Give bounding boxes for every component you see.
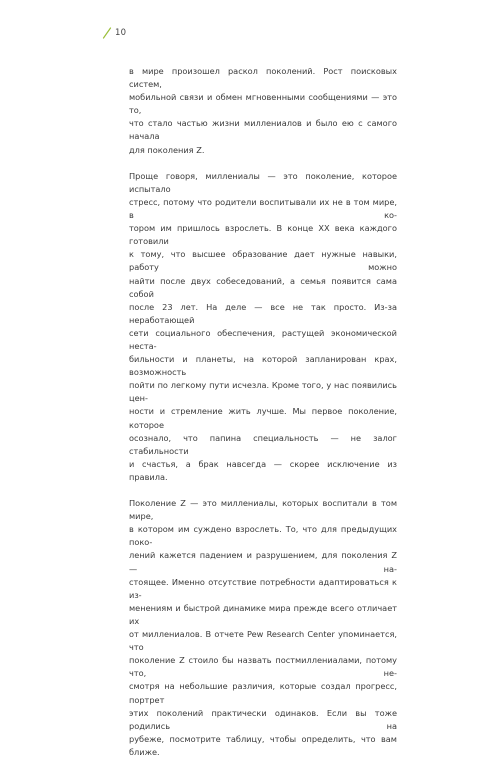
- text-line: сети социального обеспечения, растущей экономической неста-: [129, 327, 397, 351]
- text-line: пойти по легкому пути исчезла. Кроме того, у нас появились цен-: [129, 380, 397, 404]
- text-line: в котором им суждено взрослеть. То, что для предыдущих поко-: [129, 524, 397, 548]
- text-line: и счастья, а брак навсегда — скорее исключение из правила.: [129, 458, 397, 482]
- text-line: этих поколений практически одинаков. Если вы тоже родились на: [129, 707, 397, 731]
- text-line: поколение Z стоило бы назвать постмиллениалами, потому что, не-: [129, 655, 397, 679]
- slash-accent-icon: [102, 27, 112, 39]
- text-line: что стало частью жизни миллениалов и было ею с самого начала: [129, 118, 397, 142]
- text-line: тором им пришлось взрослеть. В конце XX века каждого готовили: [129, 223, 397, 247]
- text-line: стоящее. Именно отсутствие потребности адаптироваться к из-: [129, 576, 397, 600]
- page-number: 10: [115, 28, 127, 38]
- text-line: лений кажется падением и разрушением, для поколения Z — на-: [129, 550, 397, 574]
- text-line: ности и стремление жить лучше. Мы первое поколение, которое: [129, 406, 397, 430]
- text-line: к тому, что высшее образование дает нужные навыки, работу можно: [129, 249, 397, 273]
- text-line: Поколение Z — это миллениалы, которых воспитали в том мире,: [129, 498, 397, 522]
- text-line: после 23 лет. На деле — все не так просто. Из-за неработающей: [129, 301, 397, 325]
- paragraph-3: [129, 497, 397, 759]
- text-line: стресс, потому что родители воспитывали их не в том мире, в ко-: [129, 196, 397, 221]
- text-line: менениям и быстрой динамике мира прежде всего отличает их: [129, 602, 397, 626]
- text-line: смотря на небольшие различия, которые создал прогресс, портрет: [129, 681, 397, 705]
- text-line: рубеже, посмотрите таблицу, чтобы определить, что вам ближе.: [129, 733, 397, 757]
- text-line: от миллениалов. В отчете Pew Research Center упоминается, что: [129, 629, 397, 653]
- text-line: найти после двух собеседований, а семья появится сама собой: [129, 275, 397, 299]
- paragraph-2: [129, 170, 397, 484]
- paragraph-1: [129, 65, 397, 157]
- page-header: [102, 27, 126, 39]
- text-line: для поколения Z.: [129, 144, 205, 155]
- body-text: [129, 65, 397, 772]
- text-line: мобильной связи и обмен мгновенными сообщениями — это то,: [129, 92, 397, 116]
- text-line: в мире произошел раскол поколений. Рост поисковых систем,: [129, 66, 397, 90]
- text-line: бильности и планеты, на которой запланирован крах, возможность: [129, 354, 397, 378]
- text-line: Проще говоря, миллениалы — это поколение, которое испытало: [129, 170, 397, 194]
- text-line: осознало, что папина специальность — не залог стабильности: [129, 432, 397, 456]
